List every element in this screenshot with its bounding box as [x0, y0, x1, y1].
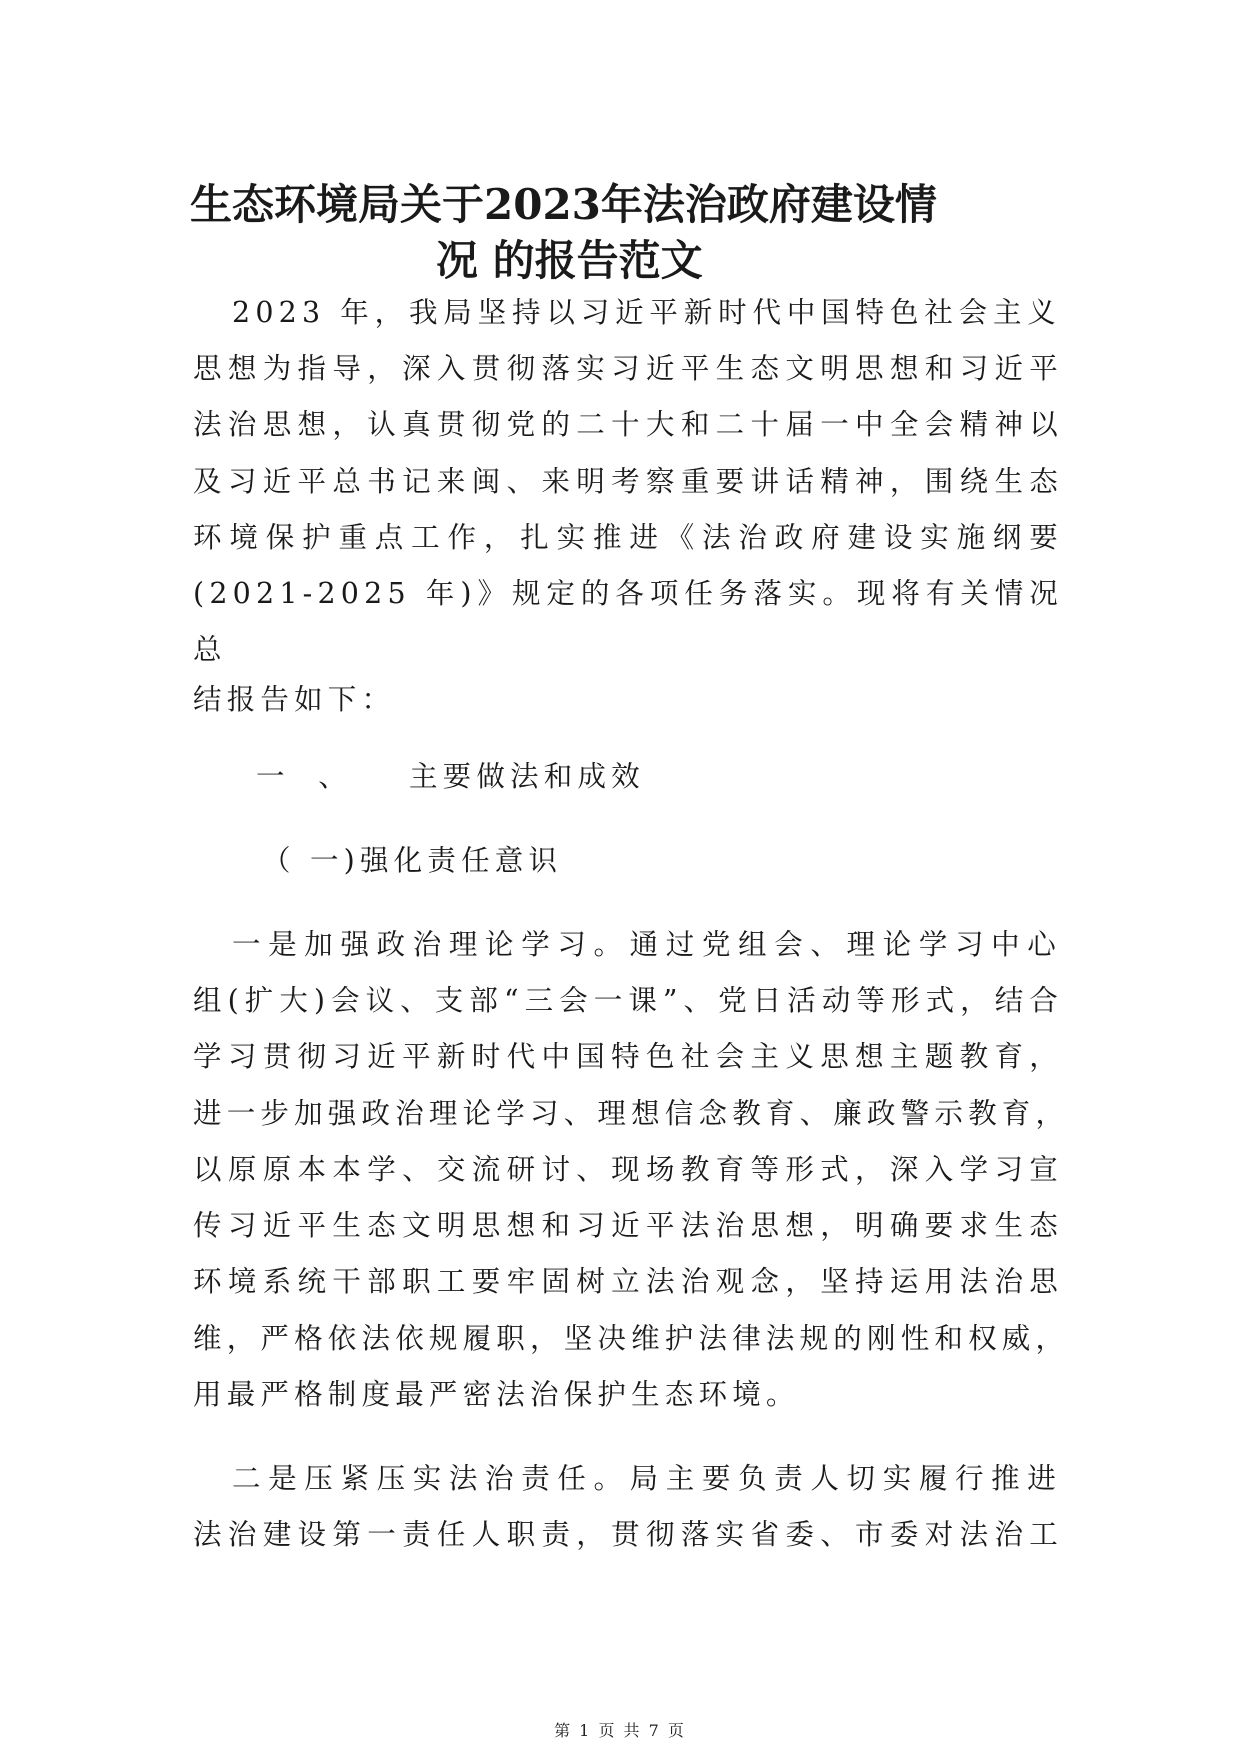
- body-line: 及习近平总书记来闽、来明考察重要讲话精神，围绕生态: [193, 465, 1063, 498]
- body-line: 环境保护重点工作，扎实推进《法治政府建设实施纲要: [193, 521, 1063, 554]
- body-line: 思想为指导，深入贯彻落实习近平生态文明思想和习近平: [193, 352, 1063, 385]
- document-title-line-2: 况 的报告范文: [436, 236, 703, 285]
- body-line: 进一步加强政治理论学习、理想信念教育、廉政警示教育，: [193, 1097, 1070, 1130]
- body-line: 2023 年，我局坚持以习近平新时代中国特色社会主义: [232, 296, 1061, 329]
- body-line: 一是加强政治理论学习。通过党组会、理论学习中心: [232, 928, 1061, 961]
- body-line: (2021-2025 年)》规定的各项任务落实。现将有关情况: [193, 577, 1063, 610]
- body-line: 总: [193, 633, 227, 666]
- body-line: 二是压紧压实法治责任。局主要负责人切实履行推进: [232, 1462, 1061, 1495]
- body-line: 结报告如下：: [193, 683, 396, 716]
- body-line: 学习贯彻习近平新时代中国特色社会主义思想主题教育，: [193, 1040, 1063, 1073]
- subsection-heading: （ 一)强化责任意识: [262, 844, 563, 877]
- body-line: 组(扩大)会议、支部“三会一课”、党日活动等形式，结合: [193, 984, 1063, 1017]
- body-line: 法治思想，认真贯彻党的二十大和二十届一中全会精神以: [193, 408, 1063, 441]
- body-line: 以原原本本学、交流研讨、现场教育等形式，深入学习宣: [193, 1153, 1063, 1186]
- body-line: 维，严格依法依规履职，坚决维护法律法规的刚性和权威，: [193, 1322, 1070, 1355]
- document-title-line-1: 生态环境局关于2023年法治政府建设情: [190, 180, 937, 229]
- body-line: 传习近平生态文明思想和习近平法治思想，明确要求生态: [193, 1209, 1063, 1242]
- section-heading: 一 、 主要做法和成效: [256, 760, 645, 793]
- body-line: 环境系统干部职工要牢固树立法治观念，坚持运用法治思: [193, 1265, 1063, 1298]
- body-line: 法治建设第一责任人职责，贯彻落实省委、市委对法治工: [193, 1518, 1063, 1551]
- body-line: 用最严格制度最严密法治保护生态环境。: [193, 1378, 800, 1411]
- page-footer: 第 1 页 共 7 页: [554, 1721, 686, 1740]
